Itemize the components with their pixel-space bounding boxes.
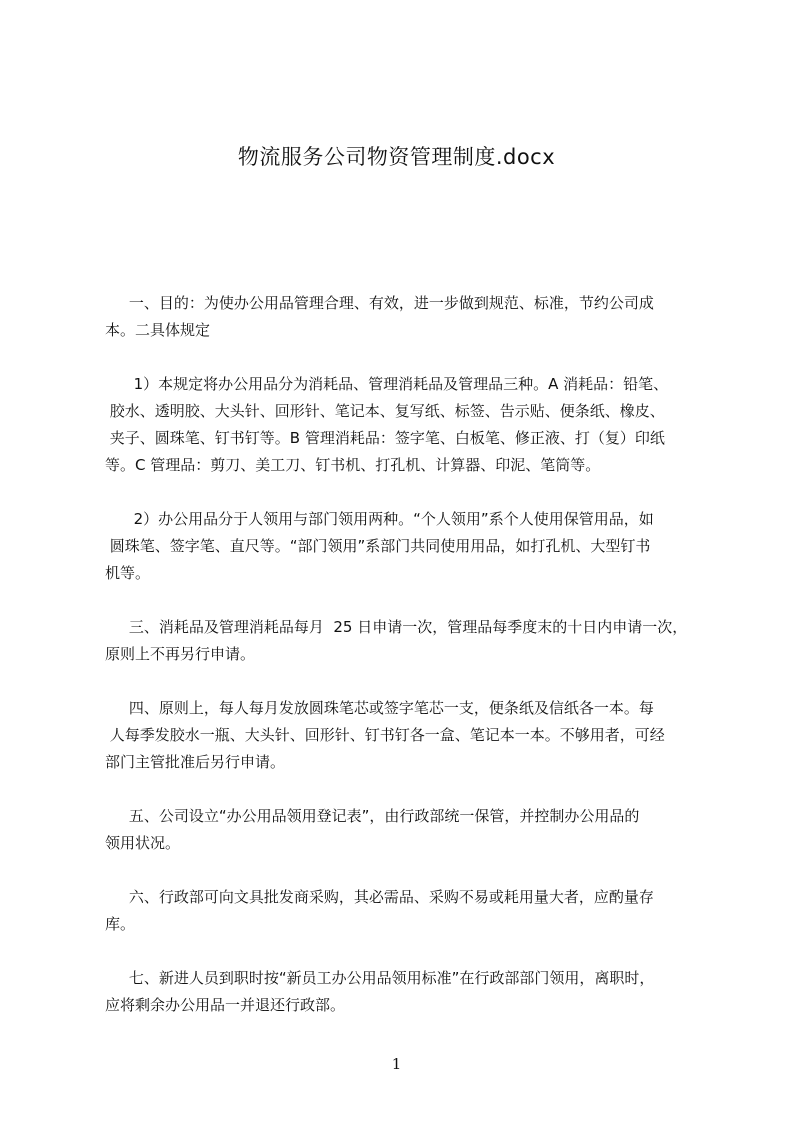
paragraph-line: 机等。 xyxy=(105,564,151,582)
document-title: 物流服务公司物资管理制度.docx xyxy=(237,145,556,169)
paragraph-rule-1 xyxy=(105,371,705,479)
paragraph-line: 应将剩余办公用品一并退还行政部。 xyxy=(105,996,346,1014)
paragraph-section-4 xyxy=(105,695,705,776)
paragraph-line: 圆珠笔、签字笔、直尺等。“部门领用”系部门共同使用用品，如打孔机、大型钉书 xyxy=(105,537,651,555)
paragraph-line: 四、原则上，每人每月发放圆珠笔芯或签字笔芯一支，便条纸及信纸各一本。每 xyxy=(105,699,654,717)
paragraph-line: 1）本规定将办公用品分为消耗品、管理消耗品及管理品三种。A 消耗品：铅笔、 xyxy=(105,375,669,393)
paragraph-section-5 xyxy=(105,803,705,857)
paragraph-line: 一、目的：为使办公用品管理合理、有效，进一步做到规范、标准，节约公司成 xyxy=(105,294,654,312)
paragraph-line: 三、消耗品及管理消耗品每月 25 日申请一次，管理品每季度末的十日内申请一次， xyxy=(105,618,688,636)
paragraph-rule-2 xyxy=(105,506,705,587)
page-number: 1 xyxy=(391,1055,402,1073)
paragraph-line: 2）办公用品分于人领用与部门领用两种。“个人领用”系个人使用保管用品，如 xyxy=(105,510,654,528)
paragraph-section-6 xyxy=(105,884,705,938)
paragraph-line: 领用状况。 xyxy=(105,834,181,852)
paragraph-line: 等。C 管理品：剪刀、美工刀、钉书机、打孔机、计算器、印泥、笔筒等。 xyxy=(105,456,601,474)
paragraph-line: 部门主管批准后另行申请。 xyxy=(105,753,286,771)
paragraph-purpose xyxy=(105,290,705,344)
paragraph-line: 库。 xyxy=(105,915,136,933)
paragraph-line: 七、新进人员到职时按“新员工办公用品领用标准”在行政部部门领用，离职时， xyxy=(105,969,655,987)
paragraph-line: 六、行政部可向文具批发商采购，其必需品、采购不易或耗用量大者，应酌量存 xyxy=(105,888,654,906)
paragraph-section-3 xyxy=(105,614,705,668)
paragraph-line: 胶水、透明胶、大头针、回形针、笔记本、复写纸、标签、告示贴、便条纸、橡皮、 xyxy=(105,402,665,420)
paragraph-line: 夹子、圆珠笔、钉书钉等。B 管理消耗品：签字笔、白板笔、修正液、打（复）印纸 xyxy=(105,429,665,447)
document-body xyxy=(105,290,705,1046)
paragraph-line: 原则上不再另行申请。 xyxy=(105,645,256,663)
paragraph-line: 五、公司设立“办公用品领用登记表”，由行政部统一保管，并控制办公用品的 xyxy=(105,807,640,825)
paragraph-line: 人每季发胶水一瓶、大头针、回形针、钉书钉各一盒、笔记本一本。不够用者，可经 xyxy=(105,726,665,744)
paragraph-line: 本。二具体规定 xyxy=(105,321,211,339)
paragraph-section-7 xyxy=(105,965,705,1019)
